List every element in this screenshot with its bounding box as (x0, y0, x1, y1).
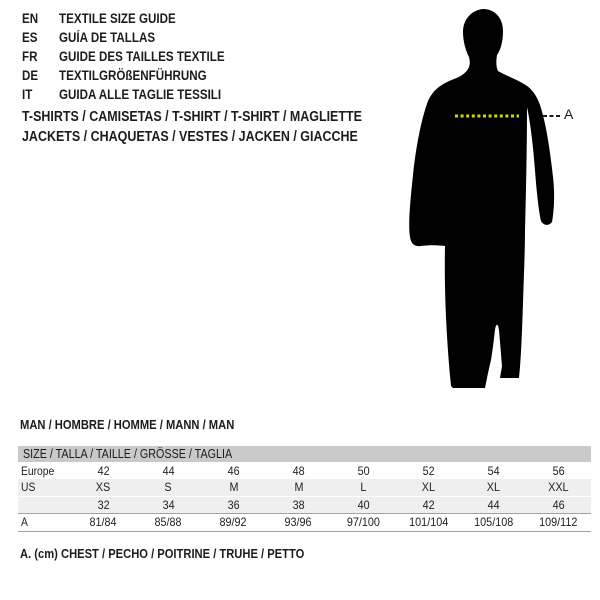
size-cell: XL (396, 479, 461, 496)
lang-label: GUIDA ALLE TAGLIE TESSILI (59, 87, 222, 102)
size-cell: 32 (71, 496, 136, 513)
row-label: A (18, 513, 71, 531)
size-cell: 81/84 (71, 513, 136, 531)
lang-row-de (22, 66, 252, 85)
table-row-europe (18, 462, 591, 479)
size-cell: M (266, 479, 331, 496)
measurement-figure (398, 5, 588, 400)
measure-label-a: A (564, 106, 574, 122)
lang-row-es (22, 28, 252, 47)
category-jackets: JACKETS / CHAQUETAS / VESTES / JACKEN / GIACCHE (22, 129, 358, 145)
size-cell: 101/104 (396, 513, 461, 531)
size-cell: XXL (526, 479, 591, 496)
size-cell: 50 (357, 463, 370, 478)
size-cell: M (201, 479, 266, 496)
size-cell: 56 (552, 463, 565, 478)
size-cell: 93/96 (266, 513, 331, 531)
lang-label: TEXTILE SIZE GUIDE (59, 11, 176, 26)
size-cell: 48 (292, 463, 305, 478)
size-cell: 46 (526, 496, 591, 513)
category-tshirts: T-SHIRTS / CAMISETAS / T-SHIRT / T-SHIRT / MAGLIETTE (22, 109, 362, 125)
lang-code: EN (22, 11, 39, 26)
row-label (18, 496, 71, 513)
table-row-alt-size (18, 496, 591, 513)
size-cell: 44 (461, 496, 526, 513)
lang-row-it (22, 85, 252, 104)
lang-label: TEXTILGRÖßENFÜHRUNG (59, 68, 207, 83)
size-cell: 97/100 (331, 513, 396, 531)
size-cell: L (331, 479, 396, 496)
lang-code: ES (22, 30, 38, 45)
size-cell: 105/108 (461, 513, 526, 531)
size-cell: 36 (201, 496, 266, 513)
size-cell: 85/88 (136, 513, 201, 531)
size-cell: 38 (266, 496, 331, 513)
size-table-header: SIZE / TALLA / TAILLE / GRÖSSE / TAGLIA (18, 446, 591, 462)
man-silhouette (409, 9, 554, 388)
measurement-footnote: A. (cm) CHEST / PECHO / POITRINE / TRUHE / PETTO (20, 546, 305, 561)
size-cell: 42 (97, 463, 110, 478)
table-row-us (18, 479, 591, 496)
size-cell: 46 (227, 463, 240, 478)
size-cell: XS (71, 479, 136, 496)
size-cell: 54 (487, 463, 500, 478)
lang-code: FR (22, 49, 38, 64)
size-cell: XL (461, 479, 526, 496)
lang-row-en (22, 9, 252, 28)
lang-label: GUÍA DE TALLAS (59, 30, 156, 45)
size-cell: 109/112 (526, 513, 591, 531)
size-cell: 42 (396, 496, 461, 513)
lang-label: GUIDE DES TAILLES TEXTILE (59, 49, 225, 64)
language-list (22, 9, 252, 104)
size-cell: 89/92 (201, 513, 266, 531)
lang-row-fr (22, 47, 252, 66)
lang-code: IT (22, 87, 33, 102)
table-row-chest-cm (18, 513, 591, 531)
row-label: Europe (21, 463, 55, 478)
size-table-header-row (18, 446, 591, 462)
lang-code: DE (22, 68, 39, 83)
size-cell: 44 (162, 463, 175, 478)
size-cell: 34 (136, 496, 201, 513)
size-table (18, 446, 591, 532)
size-cell: 40 (331, 496, 396, 513)
size-cell: S (136, 479, 201, 496)
category-titles (22, 107, 417, 147)
size-cell: 52 (422, 463, 435, 478)
section-title: MAN / HOMBRE / HOMME / MANN / MAN (20, 417, 235, 432)
row-label: US (18, 479, 71, 496)
man-silhouette-icon (398, 5, 588, 400)
